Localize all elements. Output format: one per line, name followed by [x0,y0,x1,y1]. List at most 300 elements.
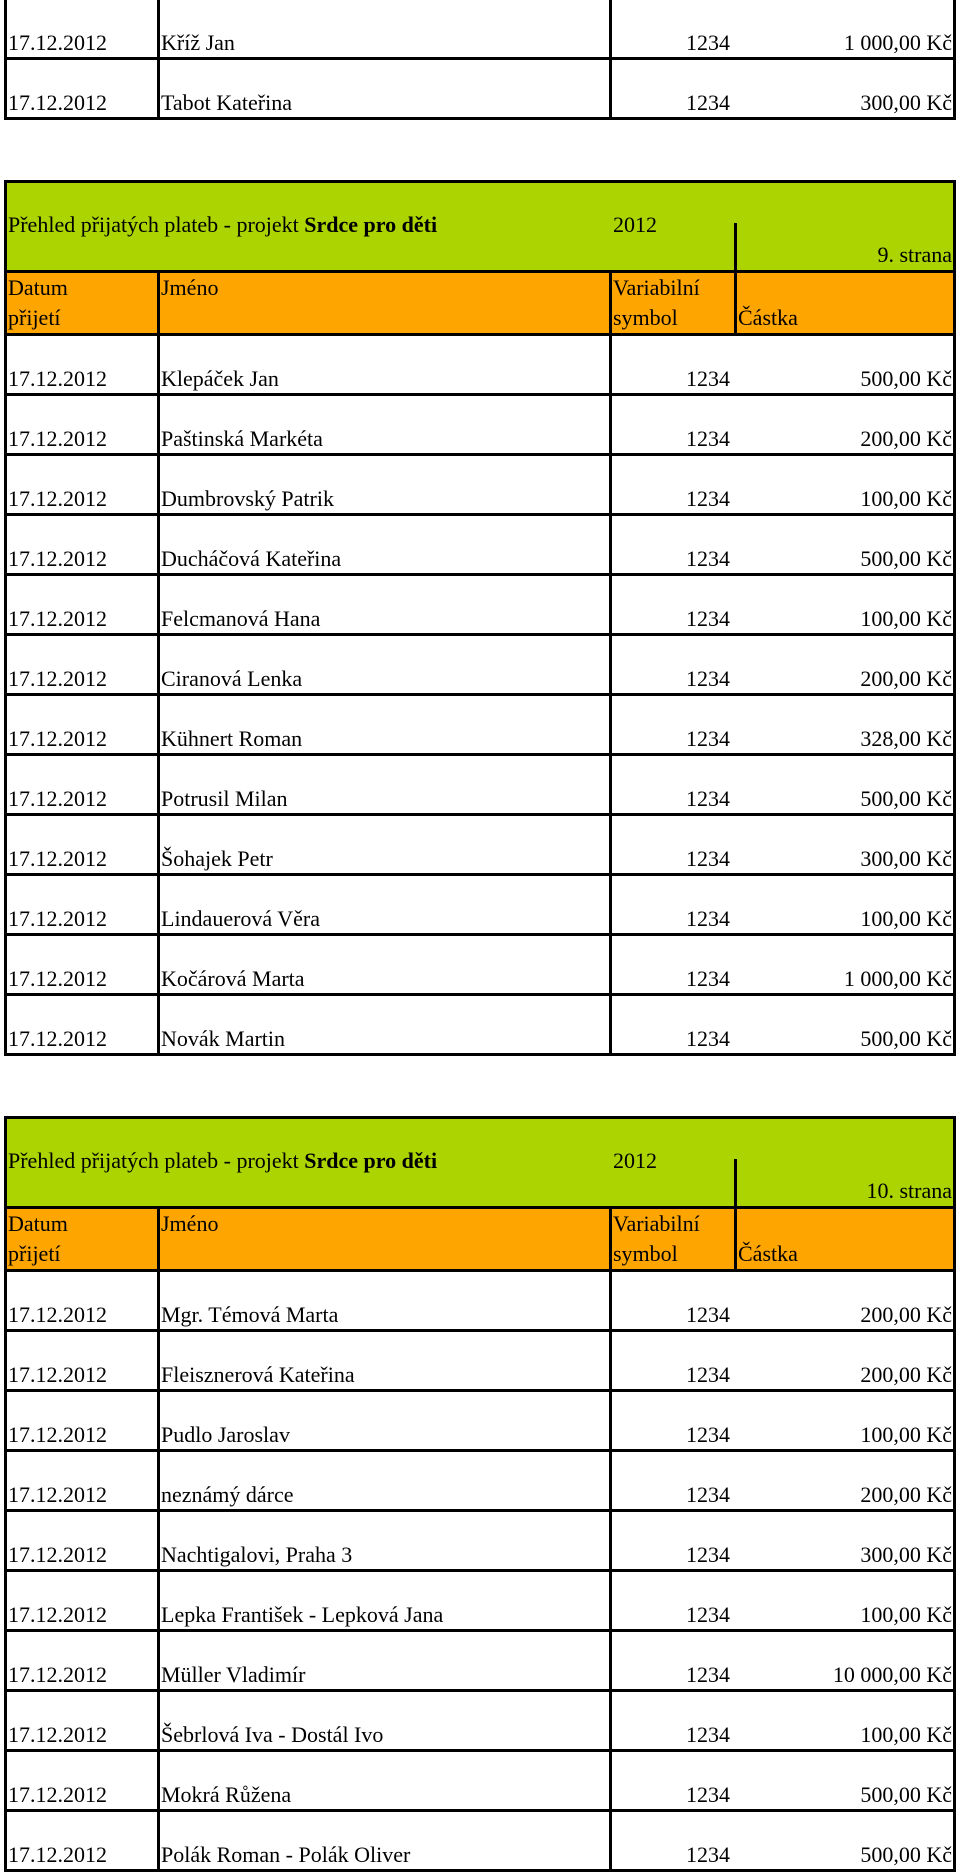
amount-cell-text: 328,00 Kč [860,726,952,751]
name-cell-text: Ducháčová Kateřina [161,546,342,571]
column-divider [953,576,956,636]
report-year: 2012 [613,1148,657,1173]
amount-cell [734,816,956,876]
header-vs-line2: symbol [613,1241,678,1266]
table-row [4,1812,956,1872]
amount-cell-text: 500,00 Kč [860,366,952,391]
column-divider [953,1452,956,1512]
name-cell-text: Tabot Kateřina [161,90,293,115]
date-cell [4,876,157,936]
column-divider [953,273,956,333]
name-cell-text: Dumbrovský Patrik [161,486,334,511]
row-divider [4,117,956,120]
column-divider [157,876,160,936]
variable-symbol-cell [609,756,734,816]
variable-symbol-cell-text: 1234 [686,366,730,391]
variable-symbol-cell-text: 1234 [686,666,730,691]
variable-symbol-cell-text: 1234 [686,1302,730,1327]
date-cell [4,936,157,996]
table-row [4,336,956,396]
variable-symbol-cell-text: 1234 [686,426,730,451]
header-date-line2: přijetí [8,305,61,330]
name-cell [157,756,609,816]
amount-cell-text: 500,00 Kč [860,786,952,811]
date-cell-text: 17.12.2012 [8,966,107,991]
column-divider [609,1392,612,1452]
column-divider [609,1209,612,1269]
column-divider [4,1452,7,1512]
column-divider [953,1209,956,1269]
name-cell-text: Šohajek Petr [161,846,273,871]
column-divider [953,1572,956,1632]
column-divider [953,1332,956,1392]
variable-symbol-cell [609,1272,734,1332]
name-cell-text: Kříž Jan [161,30,235,55]
date-cell-text: 17.12.2012 [8,666,107,691]
column-divider [4,60,7,120]
column-divider [734,1159,737,1206]
name-cell [157,1812,609,1872]
date-cell [4,696,157,756]
date-cell-text: 17.12.2012 [8,1602,107,1627]
column-divider [734,223,737,270]
table-row [4,876,956,936]
table-row [4,696,956,756]
column-divider [609,1272,612,1332]
table-row [4,996,956,1056]
table-row [4,636,956,696]
variable-symbol-cell-text: 1234 [686,30,730,55]
column-divider [157,1512,160,1572]
variable-symbol-cell-text: 1234 [686,546,730,571]
variable-symbol-cell [609,1572,734,1632]
amount-cell [734,1452,956,1512]
amount-cell [734,1632,956,1692]
name-cell-text: neznámý dárce [161,1482,294,1507]
column-divider [157,576,160,636]
date-cell-text: 17.12.2012 [8,786,107,811]
column-divider [609,576,612,636]
name-cell [157,696,609,756]
column-header-row [4,273,956,333]
table-row [4,1512,956,1572]
name-cell [157,1452,609,1512]
variable-symbol-cell [609,996,734,1056]
amount-cell [734,1692,956,1752]
amount-cell [734,1272,956,1332]
date-cell-text: 17.12.2012 [8,726,107,751]
row-divider [4,1053,956,1056]
date-cell [4,1332,157,1392]
variable-symbol-cell [609,876,734,936]
amount-cell-text: 100,00 Kč [860,1722,952,1747]
column-divider [953,816,956,876]
name-cell-text: Felcmanová Hana [161,606,321,631]
column-divider [157,1392,160,1452]
variable-symbol-cell-text: 1234 [686,1842,730,1867]
date-cell-text: 17.12.2012 [8,30,107,55]
column-divider [4,336,7,396]
amount-cell-text: 200,00 Kč [860,1362,952,1387]
name-cell-text: Nachtigalovi, Praha 3 [161,1542,353,1567]
variable-symbol-cell [609,636,734,696]
amount-cell-text: 200,00 Kč [860,1302,952,1327]
column-divider [157,273,160,333]
column-divider [157,936,160,996]
variable-symbol-cell [609,816,734,876]
name-cell [157,456,609,516]
column-divider [609,456,612,516]
amount-cell [734,1512,956,1572]
name-cell-text: Polák Roman - Polák Oliver [161,1842,411,1867]
column-divider [953,1632,956,1692]
column-divider [953,696,956,756]
column-header-row [4,1209,956,1269]
table-row [4,456,956,516]
column-divider [157,1632,160,1692]
column-divider [609,0,612,60]
variable-symbol-cell [609,1752,734,1812]
column-divider [4,396,7,456]
column-divider [953,1392,956,1452]
variable-symbol-cell [609,396,734,456]
date-cell [4,996,157,1056]
date-cell-text: 17.12.2012 [8,1842,107,1867]
name-cell-text: Fleisznerová Kateřina [161,1362,355,1387]
date-cell [4,1392,157,1452]
column-divider [953,456,956,516]
date-cell [4,0,157,60]
column-divider [953,1272,956,1332]
column-divider [953,1692,956,1752]
column-divider [609,273,612,333]
date-cell-text: 17.12.2012 [8,546,107,571]
project-name: Srdce pro děti [304,1148,438,1173]
amount-cell-text: 500,00 Kč [860,1842,952,1867]
amount-cell-text: 200,00 Kč [860,666,952,691]
name-cell-text: Novák Martin [161,1026,286,1051]
date-cell [4,336,157,396]
name-cell [157,636,609,696]
page-number: 10. strana [866,1178,952,1203]
column-divider [157,336,160,396]
project-name: Srdce pro děti [304,212,438,237]
column-divider [609,636,612,696]
date-cell-text: 17.12.2012 [8,1662,107,1687]
amount-cell [734,396,956,456]
column-divider [953,183,956,270]
column-divider [4,696,7,756]
name-cell [157,936,609,996]
variable-symbol-cell [609,60,734,120]
header-date-line2: přijetí [8,1241,61,1266]
amount-cell [734,1752,956,1812]
variable-symbol-cell-text: 1234 [686,1722,730,1747]
amount-cell [734,1572,956,1632]
column-divider [609,516,612,576]
date-cell-text: 17.12.2012 [8,90,107,115]
amount-cell-text: 500,00 Kč [860,546,952,571]
table-row [4,756,956,816]
header-vs-line1: Variabilní [613,275,700,300]
name-cell [157,1752,609,1812]
amount-cell [734,60,956,120]
column-divider [157,1812,160,1872]
column-divider [953,336,956,396]
column-divider [4,1392,7,1452]
variable-symbol-cell [609,1332,734,1392]
name-cell-text: Klepáček Jan [161,366,279,391]
column-divider [4,1272,7,1332]
date-cell-text: 17.12.2012 [8,486,107,511]
amount-cell [734,456,956,516]
column-divider [953,756,956,816]
name-cell [157,576,609,636]
header-vs-line2: symbol [613,305,678,330]
variable-symbol-cell-text: 1234 [686,1542,730,1567]
column-divider [4,183,7,270]
amount-cell-text: 200,00 Kč [860,426,952,451]
variable-symbol-cell-text: 1234 [686,90,730,115]
name-cell-text: Mokrá Růžena [161,1782,292,1807]
table-row [4,60,956,120]
column-divider [953,60,956,120]
amount-cell [734,636,956,696]
column-divider [4,936,7,996]
column-divider [953,996,956,1056]
column-divider [4,1119,7,1206]
date-cell-text: 17.12.2012 [8,1026,107,1051]
variable-symbol-cell-text: 1234 [686,726,730,751]
column-divider [609,1692,612,1752]
variable-symbol-cell [609,696,734,756]
amount-cell-text: 100,00 Kč [860,486,952,511]
column-divider [4,876,7,936]
amount-cell-text: 300,00 Kč [860,90,952,115]
amount-cell [734,1392,956,1452]
column-divider [609,996,612,1056]
column-divider [609,60,612,120]
variable-symbol-cell-text: 1234 [686,1026,730,1051]
variable-symbol-cell [609,1632,734,1692]
amount-cell [734,696,956,756]
name-cell-text: Mgr. Témová Marta [161,1302,339,1327]
name-cell [157,1632,609,1692]
amount-cell-text: 100,00 Kč [860,906,952,931]
variable-symbol-cell [609,936,734,996]
variable-symbol-cell-text: 1234 [686,846,730,871]
date-cell [4,1572,157,1632]
column-divider [4,273,7,333]
date-cell [4,636,157,696]
header-date-line1: Datum [8,275,68,300]
amount-cell [734,876,956,936]
date-cell [4,756,157,816]
column-divider [4,516,7,576]
name-cell [157,60,609,120]
name-cell [157,1692,609,1752]
column-divider [609,816,612,876]
column-divider [157,636,160,696]
variable-symbol-cell-text: 1234 [686,786,730,811]
variable-symbol-cell [609,1392,734,1452]
variable-symbol-cell-text: 1234 [686,906,730,931]
column-divider [4,576,7,636]
name-cell [157,1392,609,1452]
column-divider [157,1752,160,1812]
name-cell [157,1332,609,1392]
column-divider [4,1632,7,1692]
name-cell-text: Lepka František - Lepková Jana [161,1602,444,1627]
name-cell-text: Kühnert Roman [161,726,303,751]
date-cell-text: 17.12.2012 [8,906,107,931]
variable-symbol-cell [609,456,734,516]
date-cell-text: 17.12.2012 [8,606,107,631]
column-divider [734,273,737,333]
column-divider [953,1119,956,1206]
amount-cell-text: 100,00 Kč [860,606,952,631]
column-divider [157,0,160,60]
name-cell [157,1572,609,1632]
name-cell-text: Ciranová Lenka [161,666,303,691]
header-amount: Částka [738,1241,798,1266]
name-cell-text: Kočárová Marta [161,966,305,991]
column-divider [157,456,160,516]
date-cell-text: 17.12.2012 [8,366,107,391]
column-divider [4,816,7,876]
name-cell [157,336,609,396]
amount-cell-text: 200,00 Kč [860,1482,952,1507]
column-divider [609,696,612,756]
variable-symbol-cell [609,1812,734,1872]
amount-cell [734,756,956,816]
column-divider [4,1512,7,1572]
table-row [4,936,956,996]
column-divider [734,1209,737,1269]
date-cell [4,456,157,516]
column-divider [609,396,612,456]
amount-cell [734,1812,956,1872]
date-cell [4,1752,157,1812]
column-divider [157,1209,160,1269]
column-divider [953,396,956,456]
page-number: 9. strana [877,242,952,267]
date-cell [4,1632,157,1692]
column-divider [4,1752,7,1812]
column-divider [4,1572,7,1632]
report-title [8,212,437,238]
variable-symbol-cell [609,1452,734,1512]
variable-symbol-cell [609,1512,734,1572]
date-cell-text: 17.12.2012 [8,1722,107,1747]
variable-symbol-cell [609,1692,734,1752]
column-divider [609,1512,612,1572]
date-cell-text: 17.12.2012 [8,1782,107,1807]
column-divider [953,0,956,60]
column-divider [157,996,160,1056]
name-cell [157,516,609,576]
date-cell [4,576,157,636]
date-cell [4,516,157,576]
column-divider [157,1572,160,1632]
amount-cell [734,576,956,636]
name-cell [157,0,609,60]
column-divider [609,336,612,396]
header-name: Jméno [161,275,219,300]
column-divider [609,936,612,996]
block-title-row [4,1119,956,1206]
name-cell-text: Paštinská Markéta [161,426,323,451]
date-cell-text: 17.12.2012 [8,1422,107,1447]
date-cell-text: 17.12.2012 [8,846,107,871]
variable-symbol-cell [609,516,734,576]
column-divider [953,1512,956,1572]
column-divider [157,816,160,876]
column-divider [953,936,956,996]
column-divider [4,1209,7,1269]
name-cell-text: Pudlo Jaroslav [161,1422,290,1447]
header-name: Jméno [161,1211,219,1236]
column-divider [609,756,612,816]
name-cell [157,876,609,936]
date-cell-text: 17.12.2012 [8,426,107,451]
table-row [4,1632,956,1692]
date-cell [4,60,157,120]
column-divider [157,60,160,120]
table-row [4,1332,956,1392]
column-divider [953,516,956,576]
variable-symbol-cell [609,0,734,60]
header-vs-line1: Variabilní [613,1211,700,1236]
date-cell [4,1512,157,1572]
name-cell [157,996,609,1056]
date-cell [4,1272,157,1332]
date-cell-text: 17.12.2012 [8,1482,107,1507]
amount-cell-text: 1 000,00 Kč [843,30,952,55]
amount-cell-text: 300,00 Kč [860,846,952,871]
date-cell-text: 17.12.2012 [8,1362,107,1387]
table-row [4,396,956,456]
date-cell-text: 17.12.2012 [8,1302,107,1327]
column-divider [4,636,7,696]
amount-cell-text: 10 000,00 Kč [832,1662,952,1687]
variable-symbol-cell [609,336,734,396]
date-cell [4,1812,157,1872]
report-year: 2012 [613,212,657,237]
block-title-row [4,183,956,270]
column-divider [157,396,160,456]
name-cell [157,396,609,456]
column-divider [953,1812,956,1872]
amount-cell-text: 300,00 Kč [860,1542,952,1567]
column-divider [609,1572,612,1632]
variable-symbol-cell-text: 1234 [686,1602,730,1627]
amount-cell-text: 500,00 Kč [860,1026,952,1051]
amount-cell [734,936,956,996]
table-row [4,1692,956,1752]
date-cell-text: 17.12.2012 [8,1542,107,1567]
amount-cell [734,996,956,1056]
name-cell-text: Lindauerová Věra [161,906,321,931]
header-date-line1: Datum [8,1211,68,1236]
column-divider [609,1332,612,1392]
column-divider [609,1812,612,1872]
amount-cell-text: 100,00 Kč [860,1422,952,1447]
column-divider [157,1332,160,1392]
amount-cell-text: 500,00 Kč [860,1782,952,1807]
date-cell [4,396,157,456]
column-divider [157,1272,160,1332]
